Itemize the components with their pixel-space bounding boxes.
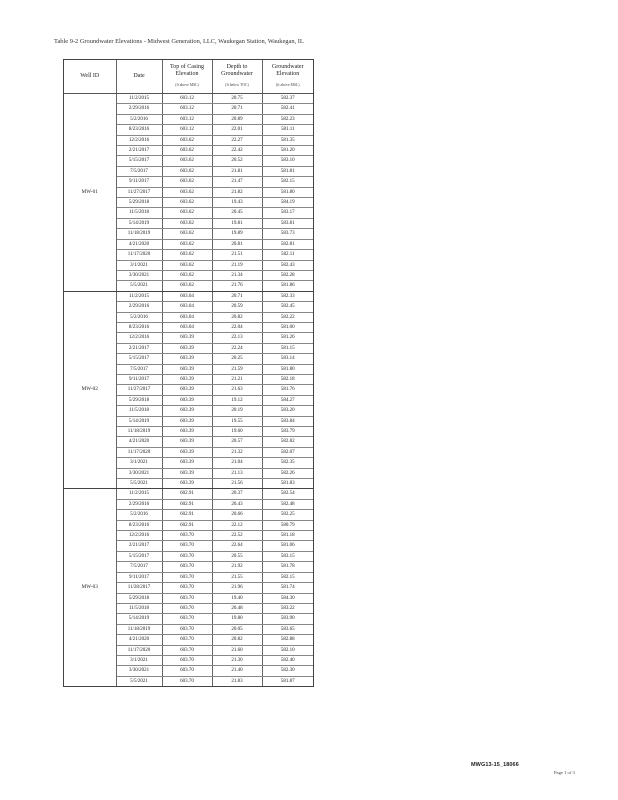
top-of-casing-cell: 603.62 xyxy=(162,239,212,249)
top-of-casing-cell: 603.70 xyxy=(162,583,212,593)
top-of-casing-cell: 603.70 xyxy=(162,593,212,603)
date-cell: 2/29/2016 xyxy=(116,104,162,114)
date-cell: 2/21/2017 xyxy=(116,541,162,551)
depth-to-groundwater-cell: 20.81 xyxy=(212,239,262,249)
depth-to-groundwater-cell: 20.55 xyxy=(212,551,262,561)
date-cell: 5/5/2021 xyxy=(116,479,162,489)
top-of-casing-cell: 603.70 xyxy=(162,655,212,665)
depth-to-groundwater-cell: 21.63 xyxy=(212,385,262,395)
groundwater-elevation-cell: 580.79 xyxy=(262,520,313,530)
date-cell: 5/2/2016 xyxy=(116,114,162,124)
groundwater-elevation-cell: 583.90 xyxy=(262,614,313,624)
groundwater-elevation-cell: 583.15 xyxy=(262,551,313,561)
depth-to-groundwater-cell: 21.21 xyxy=(212,374,262,384)
top-of-casing-cell: 603.62 xyxy=(162,229,212,239)
date-cell: 7/5/2017 xyxy=(116,166,162,176)
top-of-casing-cell: 603.39 xyxy=(162,468,212,478)
depth-to-groundwater-cell: 19.55 xyxy=(212,416,262,426)
date-cell: 3/30/2021 xyxy=(116,666,162,676)
header-depth-to-groundwater: Depth to Groundwater (ft below TOC) xyxy=(212,60,262,94)
groundwater-elevation-cell: 583.20 xyxy=(262,406,313,416)
date-cell: 5/14/2019 xyxy=(116,416,162,426)
groundwater-elevation-cell: 582.11 xyxy=(262,250,313,260)
date-cell: 5/5/2021 xyxy=(116,676,162,686)
date-cell: 5/29/2018 xyxy=(116,395,162,405)
depth-to-groundwater-cell: 20.37 xyxy=(212,489,262,499)
date-cell: 9/11/2017 xyxy=(116,374,162,384)
date-cell: 11/27/2017 xyxy=(116,385,162,395)
date-cell: 12/2/2016 xyxy=(116,531,162,541)
top-of-casing-cell: 603.62 xyxy=(162,146,212,156)
top-of-casing-cell: 603.70 xyxy=(162,635,212,645)
date-cell: 9/11/2017 xyxy=(116,177,162,187)
depth-to-groundwater-cell: 20.71 xyxy=(212,104,262,114)
top-of-casing-cell: 603.70 xyxy=(162,572,212,582)
top-of-casing-cell: 603.62 xyxy=(162,260,212,270)
groundwater-elevation-cell: 582.82 xyxy=(262,437,313,447)
groundwater-elevation-cell: 582.33 xyxy=(262,291,313,301)
depth-to-groundwater-cell: 22.13 xyxy=(212,333,262,343)
header-date: Date xyxy=(116,60,162,94)
depth-to-groundwater-cell: 22.12 xyxy=(212,520,262,530)
depth-to-groundwater-cell: 21.34 xyxy=(212,270,262,280)
date-cell: 7/5/2017 xyxy=(116,364,162,374)
groundwater-elevation-cell: 583.22 xyxy=(262,603,313,613)
groundwater-elevation-cell: 582.88 xyxy=(262,635,313,645)
depth-to-groundwater-cell: 21.47 xyxy=(212,177,262,187)
groundwater-elevation-cell: 582.41 xyxy=(262,104,313,114)
top-of-casing-cell: 603.04 xyxy=(162,312,212,322)
depth-to-groundwater-cell: 22.64 xyxy=(212,541,262,551)
top-of-casing-cell: 603.04 xyxy=(162,322,212,332)
groundwater-elevation-cell: 584.19 xyxy=(262,198,313,208)
depth-to-groundwater-cell: 21.81 xyxy=(212,166,262,176)
depth-to-groundwater-cell: 22.01 xyxy=(212,125,262,135)
depth-to-groundwater-cell: 20.75 xyxy=(212,94,262,104)
top-of-casing-cell: 603.39 xyxy=(162,374,212,384)
depth-to-groundwater-cell: 22.27 xyxy=(212,135,262,145)
top-of-casing-cell: 603.39 xyxy=(162,458,212,468)
groundwater-elevation-cell: 581.74 xyxy=(262,583,313,593)
top-of-casing-cell: 603.70 xyxy=(162,551,212,561)
groundwater-elevation-cell: 582.81 xyxy=(262,239,313,249)
depth-to-groundwater-cell: 21.51 xyxy=(212,250,262,260)
depth-to-groundwater-cell: 19.60 xyxy=(212,427,262,437)
top-of-casing-cell: 603.62 xyxy=(162,270,212,280)
depth-to-groundwater-cell: 20.48 xyxy=(212,603,262,613)
groundwater-elevation-cell: 582.26 xyxy=(262,468,313,478)
depth-to-groundwater-cell: 20.19 xyxy=(212,406,262,416)
well-id-cell: MW-02 xyxy=(64,291,116,489)
date-cell: 3/30/2021 xyxy=(116,270,162,280)
top-of-casing-cell: 603.39 xyxy=(162,385,212,395)
top-of-casing-cell: 603.39 xyxy=(162,479,212,489)
groundwater-elevation-cell: 582.45 xyxy=(262,302,313,312)
groundwater-elevation-cell: 583.84 xyxy=(262,416,313,426)
top-of-casing-cell: 603.62 xyxy=(162,250,212,260)
groundwater-elevation-cell: 581.18 xyxy=(262,531,313,541)
groundwater-elevation-cell: 581.11 xyxy=(262,125,313,135)
depth-to-groundwater-cell: 19.80 xyxy=(212,614,262,624)
top-of-casing-cell: 603.04 xyxy=(162,302,212,312)
table-title: Table 9-2 Groundwater Elevations - Midwest Generation, LLC, Waukegan Station, Waukegan, IL xyxy=(54,38,304,45)
top-of-casing-cell: 603.70 xyxy=(162,603,212,613)
date-cell: 4/21/2020 xyxy=(116,635,162,645)
groundwater-elevation-cell: 581.83 xyxy=(262,479,313,489)
date-cell: 11/5/2018 xyxy=(116,406,162,416)
groundwater-elevation-cell: 582.22 xyxy=(262,312,313,322)
top-of-casing-cell: 602.91 xyxy=(162,499,212,509)
top-of-casing-cell: 603.70 xyxy=(162,614,212,624)
header-groundwater-elevation: Groundwater Elevation (ft above MSL) xyxy=(262,60,313,94)
groundwater-elevation-cell: 582.54 xyxy=(262,489,313,499)
date-cell: 5/15/2017 xyxy=(116,551,162,561)
depth-to-groundwater-cell: 19.89 xyxy=(212,229,262,239)
groundwater-elevation-cell: 582.40 xyxy=(262,655,313,665)
date-cell: 7/5/2017 xyxy=(116,562,162,572)
depth-to-groundwater-cell: 20.66 xyxy=(212,510,262,520)
date-cell: 11/2/2015 xyxy=(116,94,162,104)
date-cell: 2/29/2016 xyxy=(116,302,162,312)
depth-to-groundwater-cell: 22.52 xyxy=(212,531,262,541)
groundwater-elevation-cell: 582.48 xyxy=(262,499,313,509)
top-of-casing-cell: 603.39 xyxy=(162,333,212,343)
top-of-casing-cell: 603.62 xyxy=(162,156,212,166)
date-cell: 11/27/2017 xyxy=(116,187,162,197)
date-cell: 5/5/2021 xyxy=(116,281,162,291)
date-cell: 3/1/2021 xyxy=(116,260,162,270)
date-cell: 8/23/2016 xyxy=(116,322,162,332)
groundwater-elevation-cell: 582.18 xyxy=(262,374,313,384)
date-cell: 8/23/2016 xyxy=(116,520,162,530)
top-of-casing-cell: 603.62 xyxy=(162,166,212,176)
groundwater-elevation-cell: 584.30 xyxy=(262,593,313,603)
depth-to-groundwater-cell: 21.30 xyxy=(212,655,262,665)
groundwater-elevation-cell: 583.65 xyxy=(262,624,313,634)
groundwater-elevation-cell: 582.15 xyxy=(262,572,313,582)
header-well-id: Well ID xyxy=(64,60,116,94)
top-of-casing-cell: 603.39 xyxy=(162,416,212,426)
date-cell: 11/2/2015 xyxy=(116,489,162,499)
depth-to-groundwater-cell: 21.56 xyxy=(212,479,262,489)
depth-to-groundwater-cell: 21.83 xyxy=(212,676,262,686)
page-number: Page 1 of 3 xyxy=(554,770,575,775)
top-of-casing-cell: 603.39 xyxy=(162,427,212,437)
top-of-casing-cell: 603.70 xyxy=(162,645,212,655)
depth-to-groundwater-cell: 21.55 xyxy=(212,572,262,582)
top-of-casing-cell: 602.91 xyxy=(162,510,212,520)
groundwater-elevation-cell: 582.37 xyxy=(262,94,313,104)
date-cell: 5/14/2019 xyxy=(116,218,162,228)
depth-to-groundwater-cell: 20.43 xyxy=(212,499,262,509)
top-of-casing-cell: 603.70 xyxy=(162,541,212,551)
top-of-casing-cell: 603.39 xyxy=(162,406,212,416)
groundwater-elevation-cell: 581.80 xyxy=(262,187,313,197)
depth-to-groundwater-cell: 21.19 xyxy=(212,260,262,270)
depth-to-groundwater-cell: 21.60 xyxy=(212,645,262,655)
depth-to-groundwater-cell: 22.04 xyxy=(212,322,262,332)
date-cell: 5/14/2019 xyxy=(116,614,162,624)
date-cell: 11/2/2015 xyxy=(116,291,162,301)
date-cell: 3/30/2021 xyxy=(116,468,162,478)
top-of-casing-cell: 603.12 xyxy=(162,114,212,124)
date-cell: 2/29/2016 xyxy=(116,499,162,509)
depth-to-groundwater-cell: 21.40 xyxy=(212,666,262,676)
top-of-casing-cell: 603.62 xyxy=(162,198,212,208)
groundwater-elevation-cell: 582.23 xyxy=(262,114,313,124)
depth-to-groundwater-cell: 20.25 xyxy=(212,354,262,364)
groundwater-elevation-cell: 583.17 xyxy=(262,208,313,218)
date-cell: 11/5/2018 xyxy=(116,603,162,613)
date-cell: 11/17/2020 xyxy=(116,447,162,457)
depth-to-groundwater-cell: 20.71 xyxy=(212,291,262,301)
date-cell: 8/23/2016 xyxy=(116,125,162,135)
groundwater-elevation-cell: 581.06 xyxy=(262,541,313,551)
date-cell: 2/21/2017 xyxy=(116,343,162,353)
date-cell: 2/21/2017 xyxy=(116,146,162,156)
groundwater-elevation-cell: 583.81 xyxy=(262,218,313,228)
date-cell: 11/5/2018 xyxy=(116,208,162,218)
date-cell: 11/17/2020 xyxy=(116,250,162,260)
date-cell: 5/29/2018 xyxy=(116,198,162,208)
depth-to-groundwater-cell: 21.92 xyxy=(212,562,262,572)
top-of-casing-cell: 603.39 xyxy=(162,437,212,447)
top-of-casing-cell: 603.62 xyxy=(162,135,212,145)
depth-to-groundwater-cell: 22.24 xyxy=(212,343,262,353)
depth-to-groundwater-cell: 22.42 xyxy=(212,146,262,156)
date-cell: 5/15/2017 xyxy=(116,354,162,364)
top-of-casing-cell: 603.70 xyxy=(162,666,212,676)
groundwater-elevation-cell: 581.86 xyxy=(262,281,313,291)
groundwater-elevation-cell: 583.79 xyxy=(262,427,313,437)
header-top-of-casing: Top of Casing Elevation (ft above MSL) xyxy=(162,60,212,94)
groundwater-table xyxy=(63,59,314,687)
groundwater-elevation-cell: 582.07 xyxy=(262,447,313,457)
depth-to-groundwater-cell: 20.45 xyxy=(212,208,262,218)
groundwater-elevation-cell: 581.00 xyxy=(262,322,313,332)
date-cell: 12/2/2016 xyxy=(116,333,162,343)
groundwater-elevation-cell: 583.14 xyxy=(262,354,313,364)
date-cell: 11/18/2019 xyxy=(116,427,162,437)
date-cell: 3/1/2021 xyxy=(116,458,162,468)
depth-to-groundwater-cell: 20.57 xyxy=(212,437,262,447)
top-of-casing-cell: 603.62 xyxy=(162,208,212,218)
top-of-casing-cell: 603.12 xyxy=(162,94,212,104)
top-of-casing-cell: 603.70 xyxy=(162,624,212,634)
top-of-casing-cell: 603.39 xyxy=(162,395,212,405)
groundwater-elevation-cell: 581.35 xyxy=(262,135,313,145)
depth-to-groundwater-cell: 19.40 xyxy=(212,593,262,603)
date-cell: 5/15/2017 xyxy=(116,156,162,166)
document-id: MWG13-15_18066 xyxy=(471,762,519,768)
top-of-casing-cell: 603.04 xyxy=(162,291,212,301)
depth-to-groundwater-cell: 21.59 xyxy=(212,364,262,374)
depth-to-groundwater-cell: 19.43 xyxy=(212,198,262,208)
depth-to-groundwater-cell: 21.04 xyxy=(212,458,262,468)
depth-to-groundwater-cell: 21.96 xyxy=(212,583,262,593)
top-of-casing-cell: 603.70 xyxy=(162,531,212,541)
depth-to-groundwater-cell: 20.52 xyxy=(212,156,262,166)
table-header-row xyxy=(64,60,313,94)
groundwater-elevation-cell: 581.20 xyxy=(262,146,313,156)
date-cell: 11/18/2019 xyxy=(116,624,162,634)
date-cell: 3/1/2021 xyxy=(116,655,162,665)
table-body xyxy=(64,94,313,687)
top-of-casing-cell: 603.70 xyxy=(162,562,212,572)
top-of-casing-cell: 602.91 xyxy=(162,520,212,530)
top-of-casing-cell: 603.12 xyxy=(162,104,212,114)
date-cell: 4/21/2020 xyxy=(116,437,162,447)
depth-to-groundwater-cell: 21.32 xyxy=(212,447,262,457)
depth-to-groundwater-cell: 21.76 xyxy=(212,281,262,291)
top-of-casing-cell: 603.39 xyxy=(162,343,212,353)
date-cell: 5/2/2016 xyxy=(116,510,162,520)
date-cell: 11/28/2017 xyxy=(116,583,162,593)
groundwater-elevation-cell: 581.87 xyxy=(262,676,313,686)
top-of-casing-cell: 603.12 xyxy=(162,125,212,135)
groundwater-elevation-cell: 581.80 xyxy=(262,364,313,374)
date-cell: 5/29/2018 xyxy=(116,593,162,603)
depth-to-groundwater-cell: 20.05 xyxy=(212,624,262,634)
top-of-casing-cell: 602.91 xyxy=(162,489,212,499)
groundwater-elevation-cell: 581.81 xyxy=(262,166,313,176)
date-cell: 12/2/2016 xyxy=(116,135,162,145)
table-row xyxy=(64,489,313,499)
table-row xyxy=(64,94,313,104)
depth-to-groundwater-cell: 20.59 xyxy=(212,302,262,312)
groundwater-elevation-cell: 582.28 xyxy=(262,270,313,280)
top-of-casing-cell: 603.70 xyxy=(162,676,212,686)
groundwater-elevation-cell: 583.10 xyxy=(262,156,313,166)
top-of-casing-cell: 603.62 xyxy=(162,218,212,228)
top-of-casing-cell: 603.62 xyxy=(162,177,212,187)
date-cell: 11/17/2020 xyxy=(116,645,162,655)
depth-to-groundwater-cell: 21.82 xyxy=(212,187,262,197)
well-id-cell: MW-03 xyxy=(64,489,116,687)
depth-to-groundwater-cell: 20.82 xyxy=(212,635,262,645)
date-cell: 5/2/2016 xyxy=(116,312,162,322)
groundwater-elevation-cell: 584.27 xyxy=(262,395,313,405)
depth-to-groundwater-cell: 19.81 xyxy=(212,218,262,228)
groundwater-elevation-cell: 583.73 xyxy=(262,229,313,239)
depth-to-groundwater-cell: 19.12 xyxy=(212,395,262,405)
table-row xyxy=(64,291,313,301)
groundwater-elevation-cell: 581.78 xyxy=(262,562,313,572)
depth-to-groundwater-cell: 20.82 xyxy=(212,312,262,322)
groundwater-elevation-cell: 581.76 xyxy=(262,385,313,395)
groundwater-elevation-cell: 582.35 xyxy=(262,458,313,468)
groundwater-elevation-cell: 582.10 xyxy=(262,645,313,655)
depth-to-groundwater-cell: 20.89 xyxy=(212,114,262,124)
depth-to-groundwater-cell: 21.13 xyxy=(212,468,262,478)
date-cell: 11/18/2019 xyxy=(116,229,162,239)
groundwater-elevation-cell: 582.25 xyxy=(262,510,313,520)
top-of-casing-cell: 603.39 xyxy=(162,354,212,364)
groundwater-elevation-cell: 582.43 xyxy=(262,260,313,270)
top-of-casing-cell: 603.39 xyxy=(162,364,212,374)
top-of-casing-cell: 603.62 xyxy=(162,187,212,197)
groundwater-elevation-cell: 581.26 xyxy=(262,333,313,343)
groundwater-elevation-cell: 582.15 xyxy=(262,177,313,187)
groundwater-elevation-cell: 581.15 xyxy=(262,343,313,353)
top-of-casing-cell: 603.39 xyxy=(162,447,212,457)
top-of-casing-cell: 603.62 xyxy=(162,281,212,291)
date-cell: 9/11/2017 xyxy=(116,572,162,582)
date-cell: 4/21/2020 xyxy=(116,239,162,249)
groundwater-elevation-cell: 582.30 xyxy=(262,666,313,676)
well-id-cell: MW-01 xyxy=(64,94,116,292)
